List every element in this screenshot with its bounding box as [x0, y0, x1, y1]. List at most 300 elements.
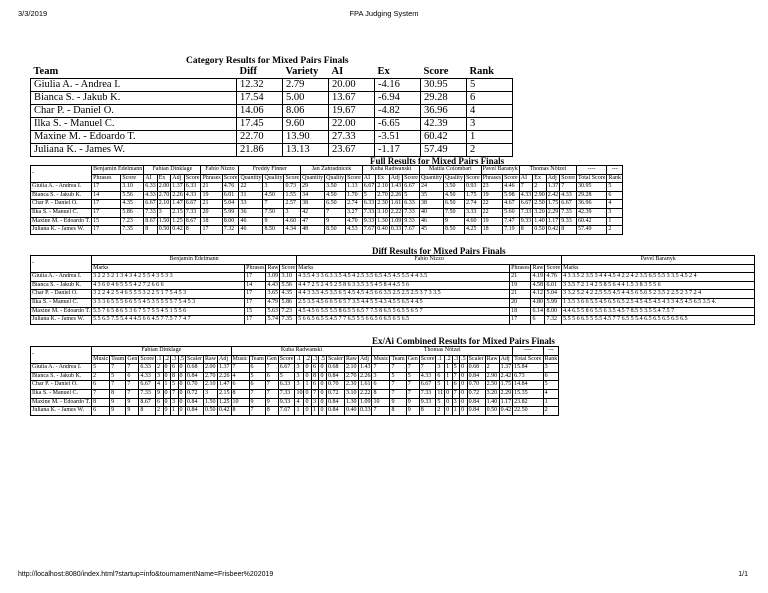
column-header: Raw	[485, 355, 499, 364]
table-row	[31, 208, 623, 217]
table-cell: 3	[436, 364, 445, 373]
table-cell: 0	[178, 364, 186, 373]
table-cell: 5.04	[222, 200, 239, 209]
table-cell: 2.22	[358, 389, 372, 398]
col-variety: Variety	[285, 66, 319, 77]
table-cell: 5.56	[121, 191, 144, 200]
table-cell: 6.67	[184, 200, 201, 209]
combined-results-table	[30, 346, 559, 416]
table-cell: 17	[92, 183, 121, 192]
table-cell: 2.57	[284, 200, 301, 209]
table-cell: 4.25	[464, 226, 481, 235]
table-cell: 5	[403, 191, 420, 200]
table-cell: 14	[92, 191, 121, 200]
table-row	[31, 281, 755, 290]
table-cell: 6.50	[325, 200, 346, 209]
table-cell: 7	[92, 389, 110, 398]
table-cell: 17	[245, 273, 266, 282]
column-header: .2	[304, 355, 312, 364]
column-header: .1	[156, 355, 164, 364]
table-cell: 9.33	[419, 398, 436, 407]
table-cell: 2	[156, 407, 164, 416]
table-cell: 0.42	[171, 226, 185, 235]
table-cell: 8	[560, 226, 577, 235]
table-cell: 1	[295, 407, 304, 416]
table-cell: 1	[445, 381, 453, 390]
table-cell: 8	[390, 407, 406, 416]
table-cell: 5	[436, 381, 445, 390]
column-header: AI	[362, 174, 376, 183]
table-cell: 2.5 3.5 4.5 6 6 5 6 5 7 3.5 4.4 5 5 4.3 4.5 5 6.5 4 4.5	[297, 298, 510, 307]
column-header: Total Score	[576, 174, 606, 183]
table-cell: 0.42	[499, 407, 513, 416]
table-cell: 0.84	[467, 407, 485, 416]
table-cell: 1.75	[546, 200, 560, 209]
table-cell: 3.27	[346, 208, 363, 217]
table-cell: 7	[406, 381, 419, 390]
table-cell: 23	[481, 183, 502, 192]
column-header: Scaler	[467, 355, 485, 364]
table-cell: 46	[239, 217, 263, 226]
table-cell: 4.12	[531, 290, 545, 299]
table-cell: 5	[436, 398, 445, 407]
table-cell: 4.19	[531, 273, 545, 282]
table-cell: 7	[372, 407, 390, 416]
table-cell: 17.45	[237, 118, 283, 131]
table-cell: 7.33	[519, 208, 533, 217]
table-cell: 22.70	[237, 131, 283, 144]
table-cell: 30.95	[576, 183, 606, 192]
table-cell: 1.50	[157, 217, 171, 226]
column-header: Score	[545, 264, 562, 273]
table-cell: 0	[178, 372, 186, 381]
table-cell: 48	[301, 226, 325, 235]
table-cell: 9	[110, 407, 126, 416]
column-header: Quantity	[301, 174, 325, 183]
table-cell: 2.00	[157, 183, 171, 192]
table-cell: 0	[163, 372, 171, 381]
table-cell: 4 4 3 3.5 4.5 3.5 6 5 4.5 4.5 4.5 6 6 3.5 2.5 2.5 2.5 3 7 3 3.5	[297, 290, 510, 299]
table-cell: 21	[510, 290, 531, 299]
table-cell: 38	[301, 200, 325, 209]
table-cell: 0	[460, 389, 468, 398]
table-cell: 3	[295, 381, 304, 390]
table-cell: 2	[92, 372, 110, 381]
column-header: .3	[311, 355, 319, 364]
col-diff: Diff	[239, 66, 257, 77]
table-cell: 60.42	[421, 131, 467, 144]
table-cell: 3.65	[266, 290, 280, 299]
table-cell: 46	[419, 217, 443, 226]
column-header: Rank	[543, 355, 559, 364]
table-cell: 1	[445, 372, 453, 381]
column-header: Team	[249, 355, 265, 364]
judge-row	[31, 166, 623, 175]
col-rank: Rank	[469, 66, 495, 77]
table-cell: 5 6 6.5 6.5 5.4.5 7 7 6.5 5 5 6 6.5 6 6.5 6 5 6.5	[297, 316, 510, 325]
column-header: Score	[464, 174, 481, 183]
table-cell: 2.29	[499, 389, 513, 398]
table-cell: 20	[510, 298, 531, 307]
column-header: Adj	[171, 174, 185, 183]
table-cell: 2.30	[344, 381, 358, 390]
table-cell: Giulia A. - Andrea I.	[31, 273, 92, 282]
table-row	[31, 105, 513, 118]
column-header: Phrases	[510, 264, 531, 273]
diff-results-title: Diff Results for Mixed Pairs Finals	[372, 246, 506, 256]
table-cell: 23.67	[329, 144, 375, 157]
table-cell: 17	[92, 208, 121, 217]
table-cell: 8	[372, 389, 390, 398]
table-cell: 19	[510, 281, 531, 290]
table-cell: 0.68	[326, 364, 344, 373]
table-row	[31, 389, 559, 398]
table-row	[31, 92, 513, 105]
judge-name: ----	[576, 166, 606, 175]
table-cell: 2	[467, 144, 513, 157]
table-cell: 22.50	[513, 407, 543, 416]
table-cell: 0	[163, 364, 171, 373]
judge-name: Kuba Radwanski	[231, 347, 372, 356]
table-cell: 0.50	[485, 407, 499, 416]
table-cell: 7.67	[362, 226, 376, 235]
table-cell: 5.63	[266, 307, 280, 316]
table-cell: 6	[156, 398, 164, 407]
table-cell: Maxine M. - Edoardo T.	[31, 307, 92, 316]
table-cell: Juliana K. - James W.	[31, 226, 92, 235]
table-cell: 0	[163, 398, 171, 407]
table-cell: 6.67	[519, 200, 533, 209]
table-cell: 3	[263, 183, 284, 192]
table-cell: 0.50	[157, 226, 171, 235]
table-cell: 38	[419, 200, 443, 209]
table-cell: 9.33	[519, 217, 533, 226]
table-cell: 9	[325, 217, 346, 226]
table-cell: 17	[201, 226, 222, 235]
table-cell: 0.93	[464, 183, 481, 192]
table-cell: 5	[362, 191, 376, 200]
table-cell: 4.33	[144, 191, 158, 200]
table-cell: Maxine M. - Edoardo T.	[31, 217, 92, 226]
table-cell: 0	[460, 407, 468, 416]
column-header: Ex	[157, 174, 171, 183]
table-cell: 6.33	[403, 200, 420, 209]
combined-results-title: Ex/Ai Combined Results for Mixed Pairs Finals	[372, 336, 555, 346]
table-cell: 29.28	[421, 92, 467, 105]
column-header: Phrases	[245, 264, 266, 273]
table-cell: 4.35	[121, 200, 144, 209]
table-cell: 0	[460, 372, 468, 381]
table-cell: 3	[295, 372, 304, 381]
table-cell: 7.33	[278, 389, 295, 398]
column-header: Quantity	[239, 174, 263, 183]
table-cell: 1.40	[533, 217, 547, 226]
col-ex: Ex	[377, 66, 390, 77]
table-cell: 1	[445, 364, 453, 373]
table-cell: 1.50	[204, 398, 218, 407]
table-cell: -1.17	[375, 144, 421, 157]
table-cell: 0	[304, 372, 312, 381]
table-cell: 0.70	[467, 381, 485, 390]
table-cell: 0	[178, 389, 186, 398]
table-cell: 0.42	[218, 407, 232, 416]
table-cell: 2.74	[464, 200, 481, 209]
column-header: Ex	[376, 174, 390, 183]
table-cell: 2	[533, 183, 547, 192]
table-cell: 6	[171, 364, 179, 373]
column-header: Marks	[297, 264, 510, 273]
diff-results-table	[30, 255, 755, 325]
table-cell: 30.95	[421, 79, 467, 92]
column-header: Ex	[533, 174, 547, 183]
table-cell: 7	[231, 364, 249, 373]
column-header: .2	[163, 355, 171, 364]
table-cell: 0.72	[186, 389, 204, 398]
table-cell: 2.42	[499, 372, 513, 381]
table-cell: 1.09	[389, 217, 403, 226]
table-cell: 0.73	[284, 183, 301, 192]
table-cell: 8	[92, 398, 110, 407]
table-cell: 15.84	[513, 364, 543, 373]
table-cell: 4.70	[346, 217, 363, 226]
table-cell: 2.70	[157, 191, 171, 200]
judge-name: Benjamin Edelmann	[92, 256, 297, 265]
table-cell: 1.37	[218, 364, 232, 373]
judge-name: Fabian Dinklage	[144, 166, 201, 175]
table-cell: 8	[419, 407, 436, 416]
table-cell: 7.23	[121, 217, 144, 226]
table-cell: 7	[406, 389, 419, 398]
column-header: Adj	[546, 174, 560, 183]
table-cell: 2.70	[344, 372, 358, 381]
table-cell: 0.84	[467, 398, 485, 407]
table-cell: 6.14	[531, 307, 545, 316]
page-number: 1/1	[738, 571, 748, 578]
table-cell: 22	[239, 183, 263, 192]
column-header: Score	[284, 174, 301, 183]
table-cell: 0.40	[344, 407, 358, 416]
judge-name: Benjamin Edelmann	[92, 166, 144, 175]
table-cell: 9.33	[403, 217, 420, 226]
table-cell: 8.06	[283, 105, 329, 118]
table-cell: 5.60	[503, 208, 520, 217]
table-cell: 4 3 3.5 2 3.5 3 4 4 4.5 4 2 2 4 2 3.5 6.5 5.5 3 3.5 4.5 2 4	[562, 273, 755, 282]
table-cell: 12.32	[237, 79, 283, 92]
table-cell: 0.68	[186, 364, 204, 373]
table-cell: Ilka S. - Manuel C.	[31, 208, 92, 217]
table-cell: 0.40	[376, 226, 390, 235]
table-cell: 7.50	[263, 208, 284, 217]
table-cell: 1.37	[499, 364, 513, 373]
table-cell: 4.43	[266, 281, 280, 290]
table-cell: 22.00	[329, 118, 375, 131]
table-cell: 0	[319, 389, 327, 398]
table-cell: 60.42	[576, 217, 606, 226]
table-cell: 7	[110, 364, 126, 373]
table-cell: 4.33	[139, 372, 156, 381]
table-cell: 10	[231, 398, 249, 407]
table-cell: 1.75	[464, 191, 481, 200]
table-cell: Giulia A. - Andrea I.	[31, 79, 237, 92]
table-cell: 2.10	[157, 200, 171, 209]
table-cell: 6.33	[144, 183, 158, 192]
table-cell: 3 3.2 5.2 4 2 2.5 5.5 4.5 4 4.5 6 5.6 5 2 3.5 2 2.5 2 3 7 2 4	[562, 290, 755, 299]
table-cell: 2.26	[358, 372, 372, 381]
column-header: Scaler	[186, 355, 204, 364]
table-cell: 17	[92, 226, 121, 235]
table-cell: 2.50	[533, 200, 547, 209]
table-cell: 4.50	[325, 191, 346, 200]
table-cell: 7	[249, 389, 265, 398]
table-cell: 29	[301, 183, 325, 192]
table-cell: Juliana K. - James W.	[31, 144, 237, 157]
table-cell: 8	[519, 226, 533, 235]
table-cell: 8.50	[443, 226, 464, 235]
column-header: Score	[278, 355, 295, 364]
column-header: Score	[403, 174, 420, 183]
table-cell: 42	[301, 208, 325, 217]
table-cell: 3	[467, 118, 513, 131]
column-header: .3	[171, 355, 179, 364]
table-cell: Bianca S. - Jakub K.	[31, 281, 92, 290]
row-label-header: -	[31, 166, 92, 183]
table-cell: 11	[436, 389, 445, 398]
table-cell: 33	[239, 200, 263, 209]
table-cell: 7.33	[184, 208, 201, 217]
column-header: Team	[110, 355, 126, 364]
table-cell: 24	[419, 183, 443, 192]
table-cell: 0	[304, 389, 312, 398]
row-label-header: -	[31, 256, 92, 273]
table-cell: 4.33	[184, 191, 201, 200]
table-row	[31, 290, 755, 299]
table-cell: 1.61	[389, 200, 403, 209]
table-row	[31, 381, 559, 390]
table-cell: 1	[304, 381, 312, 390]
table-cell: 5.86	[280, 298, 297, 307]
table-cell: 8.50	[263, 226, 284, 235]
table-cell: 1.25	[171, 217, 185, 226]
table-cell: 1.43	[358, 364, 372, 373]
table-cell: 7	[406, 364, 419, 373]
table-cell: 0	[319, 407, 327, 416]
table-cell: 6.67	[560, 200, 577, 209]
category-table	[30, 66, 513, 157]
table-cell: 2	[436, 407, 445, 416]
table-cell: 13.13	[283, 144, 329, 157]
table-cell: 15	[245, 307, 266, 316]
table-cell: 8	[171, 372, 179, 381]
table-cell: 14.84	[513, 381, 543, 390]
table-cell: 2.26	[218, 372, 232, 381]
table-cell: 4	[156, 381, 164, 390]
table-cell: 4	[467, 105, 513, 118]
table-cell: 5.00	[283, 92, 329, 105]
table-cell: 4.33	[419, 372, 436, 381]
table-cell: 6	[311, 381, 319, 390]
table-cell: 7	[265, 364, 278, 373]
table-cell: 2	[543, 407, 559, 416]
table-cell: 0.84	[186, 372, 204, 381]
table-cell: 4 3.5 4 3 3 6.3 3.5 4.5 4 2.5 3.5 6.5 4.5 4.5 5.5 4 4 3.5	[297, 273, 510, 282]
table-cell: 6	[607, 191, 623, 200]
column-header: AI	[144, 174, 158, 183]
table-cell: 3	[295, 364, 304, 373]
column-header: Music	[372, 355, 390, 364]
column-header: Score	[222, 174, 239, 183]
table-cell: 27.33	[329, 131, 375, 144]
table-cell: 5.98	[503, 191, 520, 200]
judge-name: Thomas Nötzel	[372, 347, 513, 356]
table-cell: 1.55	[284, 191, 301, 200]
table-cell: 6.01	[545, 281, 562, 290]
column-header: Quantity	[419, 174, 443, 183]
table-cell: -3.51	[375, 131, 421, 144]
table-cell: 0	[178, 407, 186, 416]
table-cell: 18	[201, 217, 222, 226]
table-cell: 8.67	[139, 398, 156, 407]
column-header: .1	[295, 355, 304, 364]
table-cell: 6.67	[362, 183, 376, 192]
table-cell: 9	[406, 407, 419, 416]
table-cell: 7	[265, 389, 278, 398]
judge-row	[31, 256, 755, 265]
table-cell: 3	[157, 208, 171, 217]
table-cell: 2.90	[533, 191, 547, 200]
table-cell: 3.09	[266, 273, 280, 282]
table-cell: 19	[481, 191, 502, 200]
table-cell: 7.67	[403, 226, 420, 235]
table-cell: 18	[510, 307, 531, 316]
table-row	[31, 191, 623, 200]
table-cell: 9	[110, 398, 126, 407]
table-cell: 7.47	[503, 217, 520, 226]
table-row	[31, 200, 623, 209]
table-cell: 1	[607, 217, 623, 226]
table-cell: 8	[231, 389, 249, 398]
table-cell: 3 2 2 4 2 5 4 6 5 5 5 3 2 2 5 1 7 5 4 5 3	[92, 290, 245, 299]
table-cell: Bianca S. - Jakub K.	[31, 92, 237, 105]
table-cell: Char P. - Daniel O.	[31, 105, 237, 118]
table-cell: 1.37	[546, 183, 560, 192]
table-cell: 4.5 4.5 6 5.5 5.5 8 6.5 5 6.5 7 7.5 8 6.5 5 6.5 5 6 5 7	[297, 307, 510, 316]
column-header: Phrases	[481, 174, 502, 183]
table-cell: 1	[163, 381, 171, 390]
table-cell: 0.70	[186, 381, 204, 390]
table-cell: 2.79	[283, 79, 329, 92]
table-cell: 1.25	[218, 398, 232, 407]
subheader-row	[31, 355, 559, 364]
table-cell: 9	[443, 217, 464, 226]
print-date: 3/3/2019	[18, 9, 48, 18]
table-cell: 6	[531, 316, 545, 325]
table-cell: 3.50	[325, 183, 346, 192]
column-header: Marks	[562, 264, 755, 273]
column-header: Adj	[389, 174, 403, 183]
table-cell: 17.54	[237, 92, 283, 105]
table-cell: 4	[231, 372, 249, 381]
table-cell: Ilka S. - Manuel C.	[31, 298, 92, 307]
column-header: Quality	[263, 174, 284, 183]
table-cell: 0	[163, 389, 171, 398]
table-cell: 9	[249, 398, 265, 407]
table-cell: 3	[204, 389, 218, 398]
table-cell: 4.58	[531, 281, 545, 290]
table-cell: 17	[245, 316, 266, 325]
table-cell: Char P. - Daniel O.	[31, 381, 92, 390]
row-label-header: -	[31, 347, 92, 364]
table-cell: 5.99	[545, 298, 562, 307]
